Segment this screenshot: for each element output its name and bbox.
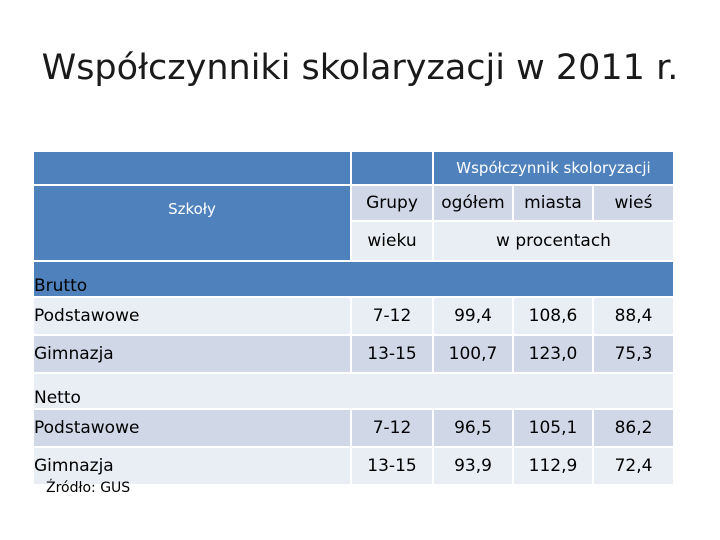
header-village: wieś — [594, 186, 673, 220]
row-village: 88,4 — [594, 298, 673, 334]
row-school: Gimnazja — [34, 336, 350, 372]
row-city: 108,6 — [514, 298, 592, 334]
page-title: Współczynniki skolaryzacji w 2011 r. — [41, 48, 679, 88]
header-groups: Grupy — [352, 186, 432, 220]
row-total: 99,4 — [434, 298, 512, 334]
row-city: 112,9 — [514, 448, 592, 484]
row-age: 7-12 — [352, 298, 432, 334]
row-age: 13-15 — [352, 336, 432, 372]
row-village: 75,3 — [594, 336, 673, 372]
row-age: 13-15 — [352, 448, 432, 484]
header-age: wieku — [352, 222, 432, 260]
section-label: Brutto — [34, 262, 673, 296]
header-unit: w procentach — [434, 222, 673, 260]
source-note: Źródło: GUS — [46, 480, 131, 496]
header-total: ogółem — [434, 186, 512, 220]
row-school: Podstawowe — [34, 298, 350, 334]
row-city: 123,0 — [514, 336, 592, 372]
header-corner — [34, 152, 350, 184]
row-school: Gimnazja — [34, 448, 350, 484]
row-school: Podstawowe — [34, 410, 350, 446]
header-schools — [34, 186, 350, 260]
section-label: Netto — [34, 374, 673, 408]
enrollment-table — [32, 150, 675, 486]
row-total: 96,5 — [434, 410, 512, 446]
row-village: 72,4 — [594, 448, 673, 484]
header-main: Współczynnik skoloryzacji — [434, 152, 673, 184]
row-village: 86,2 — [594, 410, 673, 446]
header-city: miasta — [514, 186, 592, 220]
row-age: 7-12 — [352, 410, 432, 446]
header-schools-label: Szkoły — [168, 200, 216, 218]
row-total: 100,7 — [434, 336, 512, 372]
row-city: 105,1 — [514, 410, 592, 446]
row-total: 93,9 — [434, 448, 512, 484]
